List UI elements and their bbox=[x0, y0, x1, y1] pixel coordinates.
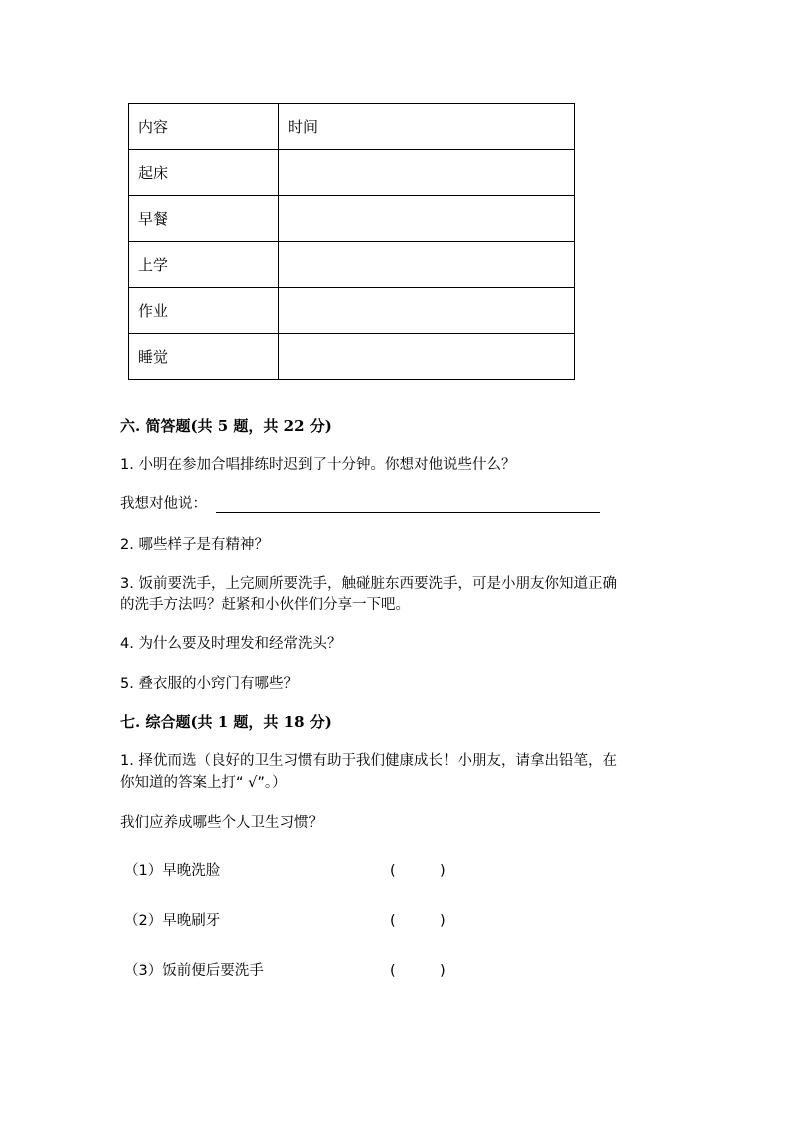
row-item: 睡觉 bbox=[129, 334, 279, 380]
section7-question-1-line1: 1. 择优而选（良好的卫生习惯有助于我们健康成长！小朋友，请拿出铅笔，在 bbox=[120, 753, 617, 769]
section6-question-3-line1: 3. 饭前要洗手，上完厕所要洗手，触碰脏东西要洗手，可是小朋友你知道正确 bbox=[120, 576, 617, 592]
option-label: （1）早晚洗脸 bbox=[124, 863, 221, 879]
header-content: 内容 bbox=[129, 104, 279, 150]
row-item: 起床 bbox=[129, 150, 279, 196]
table-row bbox=[129, 242, 575, 288]
row-time-cell[interactable] bbox=[279, 242, 575, 288]
section7-question-1-line2: 你知道的答案上打“ √”。） bbox=[120, 775, 287, 791]
section7-title: 七. 综合题(共 1 题，共 18 分) bbox=[120, 713, 332, 731]
section6-question-2: 2. 哪些样子是有精神？ bbox=[120, 537, 269, 553]
answer-blank-line[interactable] bbox=[216, 512, 600, 513]
table-row bbox=[129, 288, 575, 334]
table-row bbox=[129, 150, 575, 196]
option-label: （2）早晚刷牙 bbox=[124, 913, 221, 929]
header-time: 时间 bbox=[279, 104, 575, 150]
row-time-cell[interactable] bbox=[279, 288, 575, 334]
table-row bbox=[129, 334, 575, 380]
row-item: 作业 bbox=[129, 288, 279, 334]
table-header-row bbox=[129, 104, 575, 150]
answer-label: 我想对他说： bbox=[120, 496, 207, 512]
row-item: 早餐 bbox=[129, 196, 279, 242]
schedule-table bbox=[128, 103, 575, 380]
section6-question-3-line2: 的洗手方法吗？赶紧和小伙伴们分享一下吧。 bbox=[120, 597, 410, 613]
row-time-cell[interactable] bbox=[279, 150, 575, 196]
paren-close: ) bbox=[440, 963, 446, 979]
paren-close: ) bbox=[440, 913, 446, 929]
section6-question-4: 4. 为什么要及时理发和经常洗头？ bbox=[120, 636, 342, 652]
section7-prompt: 我们应养成哪些个人卫生习惯？ bbox=[120, 815, 323, 831]
section6-title: 六. 简答题(共 5 题，共 22 分) bbox=[120, 417, 332, 435]
option-label: （3）饭前便后要洗手 bbox=[124, 963, 264, 979]
paren-open: ( bbox=[390, 963, 396, 979]
row-item: 上学 bbox=[129, 242, 279, 288]
section6-question-5: 5. 叠衣服的小窍门有哪些？ bbox=[120, 676, 298, 692]
paren-open: ( bbox=[390, 863, 396, 879]
paren-open: ( bbox=[390, 913, 396, 929]
paren-close: ) bbox=[440, 863, 446, 879]
table-row bbox=[129, 196, 575, 242]
row-time-cell[interactable] bbox=[279, 196, 575, 242]
section6-question-1: 1. 小明在参加合唱排练时迟到了十分钟。你想对他说些什么？ bbox=[120, 457, 516, 473]
row-time-cell[interactable] bbox=[279, 334, 575, 380]
